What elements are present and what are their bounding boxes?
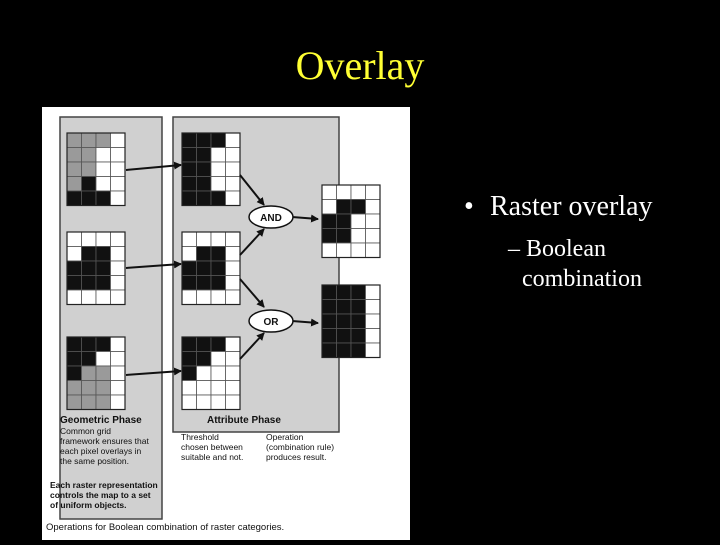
raster-cell [211,381,226,396]
raster-cell [366,300,381,315]
raster-cell [111,337,126,352]
raster-cell [82,247,97,262]
raster-cell [322,229,337,244]
raster-cell [226,381,241,396]
raster-cell [351,285,366,300]
threshold-raster-3 [182,337,240,410]
raster-cell [96,352,111,367]
bullet-raster-overlay [464,190,653,224]
bullet-boolean-combination [508,234,653,294]
raster-cell [322,243,337,258]
raster-cell [182,261,197,276]
raster-cell [197,232,212,247]
raster-cell [337,329,352,344]
raster-cell [197,381,212,396]
raster-cell [351,343,366,358]
raster-cell [322,329,337,344]
overlay-diagram [42,107,410,540]
raster-cell [82,395,97,410]
raster-cell [182,395,197,410]
threshold-raster-2 [182,232,240,305]
raster-cell [111,133,126,148]
raster-cell [226,261,241,276]
raster-cell [82,261,97,276]
raster-cell [226,337,241,352]
raster-cell [96,337,111,352]
raster-cell [211,148,226,163]
raster-cell [96,148,111,163]
operation-desc-1: Operation [266,432,304,442]
raster-cell [351,200,366,215]
raster-cell [182,148,197,163]
raster-cell [211,177,226,192]
raster-cell [82,148,97,163]
raster-cell [366,200,381,215]
raster-cell [351,243,366,258]
raster-cell [226,191,241,206]
raster-cell [67,133,82,148]
raster-cell [67,191,82,206]
raster-cell [111,148,126,163]
raster-cell [197,352,212,367]
raster-cell [182,191,197,206]
raster-cell [96,261,111,276]
sub-bullet-marker: – [508,236,520,262]
threshold-raster-1 [182,133,240,206]
raster-cell [82,191,97,206]
raster-cell [82,381,97,396]
operation-desc-2: (combination rule) [266,442,335,452]
raster-cell [226,366,241,381]
raster-cell [337,214,352,229]
raster-cell [82,162,97,177]
raster-cell [82,290,97,305]
raster-cell [337,314,352,329]
raster-cell [366,343,381,358]
raster-cell [111,352,126,367]
raster-cell [211,290,226,305]
raster-cell [82,352,97,367]
raster-cell [211,162,226,177]
raster-cell [226,232,241,247]
raster-cell [67,381,82,396]
raster-cell [226,352,241,367]
raster-cell [337,185,352,200]
raster-cell [67,337,82,352]
raster-cell [96,247,111,262]
raster-cell [67,162,82,177]
operation-desc-3: produces result. [266,452,327,462]
raster-cell [82,177,97,192]
raster-cell [337,285,352,300]
raster-cell [226,162,241,177]
sub-bullet-text: Boolean [526,236,606,262]
raster-cell [226,148,241,163]
raster-cell [111,366,126,381]
raster-cell [197,290,212,305]
source-raster-2 [67,232,125,305]
raster-cell [226,247,241,262]
raster-cell [366,243,381,258]
raster-cell [82,366,97,381]
raster-cell [111,276,126,291]
raster-cell [211,366,226,381]
sub-bullet-text-cont: combination [522,266,642,292]
raster-cell [96,133,111,148]
or-result-raster [322,285,380,358]
raster-cell [67,395,82,410]
raster-cell [351,329,366,344]
raster-cell [111,177,126,192]
raster-cell [197,366,212,381]
raster-cell [211,337,226,352]
raster-cell [197,276,212,291]
or-label: OR [263,317,279,328]
attribute-heading: Attribute Phase [207,415,281,426]
raster-cell [337,243,352,258]
raster-cell [96,395,111,410]
raster-cell [111,290,126,305]
raster-cell [67,352,82,367]
raster-cell [67,261,82,276]
threshold-desc-3: suitable and not. [181,452,244,462]
raster-cell [337,200,352,215]
raster-cell [67,148,82,163]
raster-cell [182,366,197,381]
raster-cell [366,214,381,229]
raster-cell [322,300,337,315]
raster-cell [322,285,337,300]
raster-cell [182,162,197,177]
raster-cell [82,337,97,352]
raster-cell [67,177,82,192]
raster-cell [197,191,212,206]
raster-cell [96,366,111,381]
geometric-heading: Geometric Phase [60,415,142,426]
raster-cell [182,177,197,192]
raster-cell [197,261,212,276]
raster-cell [111,247,126,262]
raster-cell [96,276,111,291]
source-raster-3 [67,337,125,410]
raster-cell [182,352,197,367]
source-raster-1 [67,133,125,206]
raster-cell [197,395,212,410]
raster-desc-3: of uniform objects. [50,500,127,510]
raster-cell [111,232,126,247]
raster-cell [226,177,241,192]
raster-cell [366,314,381,329]
raster-desc-2: controls the map to a set [50,490,151,500]
raster-cell [366,329,381,344]
raster-cell [197,337,212,352]
raster-cell [182,337,197,352]
raster-cell [182,232,197,247]
raster-cell [182,133,197,148]
raster-cell [96,232,111,247]
raster-cell [197,162,212,177]
threshold-desc-2: chosen between [181,442,243,452]
raster-cell [351,300,366,315]
raster-cell [67,276,82,291]
raster-cell [182,290,197,305]
raster-cell [197,148,212,163]
raster-cell [96,381,111,396]
raster-cell [111,261,126,276]
figure-caption: Operations for Boolean combination of raster categories. [46,522,285,533]
raster-cell [182,247,197,262]
raster-cell [337,343,352,358]
geometric-desc-2: framework ensures that [60,436,149,446]
raster-cell [211,276,226,291]
geometric-desc-1: Common grid [60,426,112,436]
raster-cell [197,247,212,262]
raster-cell [337,300,352,315]
overlay-figure [42,107,410,540]
raster-cell [197,177,212,192]
raster-cell [111,162,126,177]
bullet-marker: • [464,191,474,222]
raster-cell [111,381,126,396]
raster-cell [351,314,366,329]
raster-cell [226,133,241,148]
geometric-desc-3: each pixel overlays in [60,446,142,456]
raster-cell [366,185,381,200]
raster-cell [67,366,82,381]
raster-cell [96,177,111,192]
raster-cell [211,247,226,262]
raster-cell [211,133,226,148]
raster-cell [226,395,241,410]
raster-cell [322,214,337,229]
raster-cell [322,200,337,215]
bullet-text: Raster overlay [490,191,653,222]
raster-cell [351,214,366,229]
raster-cell [322,185,337,200]
raster-cell [82,276,97,291]
raster-cell [82,232,97,247]
raster-cell [211,191,226,206]
raster-cell [366,229,381,244]
raster-cell [182,276,197,291]
raster-cell [366,285,381,300]
raster-cell [351,185,366,200]
raster-cell [67,232,82,247]
raster-cell [337,229,352,244]
slide-title: Overlay [295,43,425,88]
raster-cell [226,290,241,305]
raster-cell [111,395,126,410]
and-label: AND [260,213,282,224]
raster-cell [226,276,241,291]
raster-cell [322,314,337,329]
raster-cell [322,343,337,358]
raster-cell [211,395,226,410]
raster-cell [67,290,82,305]
raster-cell [211,261,226,276]
raster-cell [82,133,97,148]
raster-cell [197,133,212,148]
bullet-list [464,190,653,294]
geometric-desc-4: the same position. [60,456,129,466]
raster-cell [111,191,126,206]
raster-cell [96,191,111,206]
raster-cell [96,290,111,305]
raster-cell [67,247,82,262]
raster-cell [96,162,111,177]
and-result-raster [322,185,380,258]
raster-cell [211,352,226,367]
raster-cell [211,232,226,247]
raster-cell [351,229,366,244]
raster-desc-1: Each raster representation [50,480,158,490]
raster-cell [182,381,197,396]
threshold-desc-1: Threshold [181,432,219,442]
